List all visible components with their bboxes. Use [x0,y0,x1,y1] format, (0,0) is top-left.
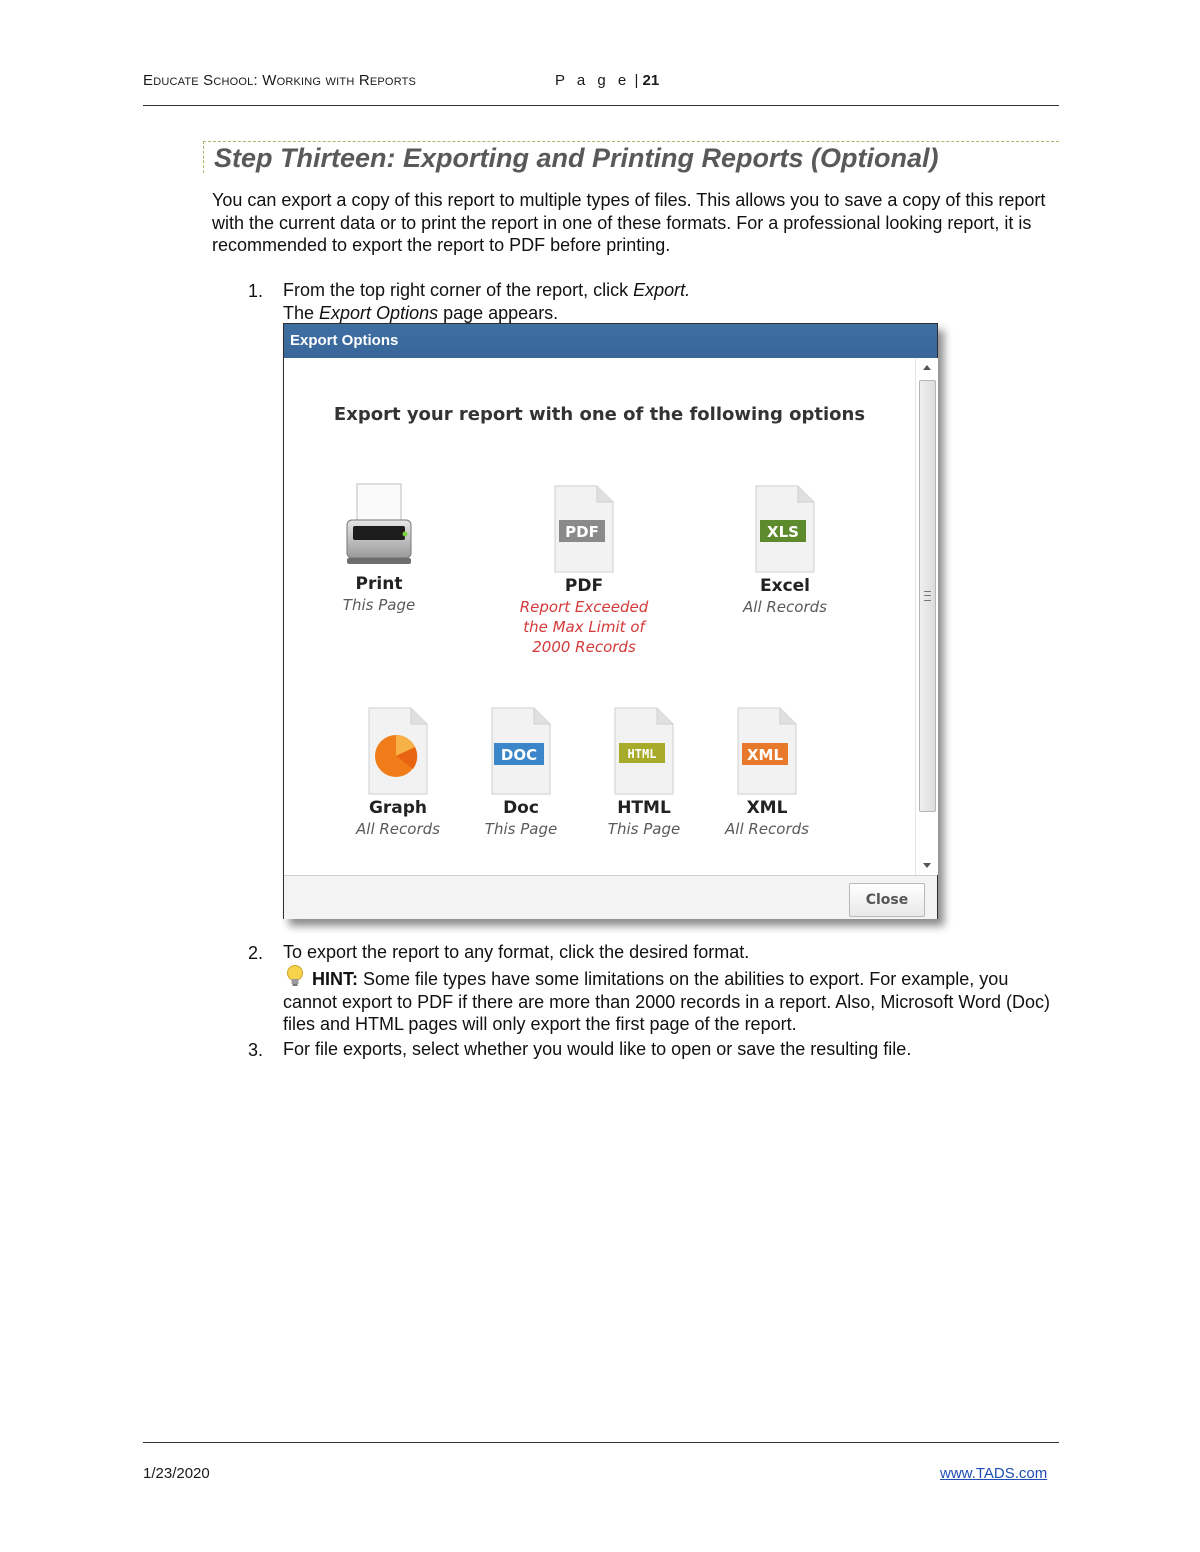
printer-icon [339,478,419,574]
option-name: HTML [617,798,671,818]
file-badge-label: XLS [767,523,799,541]
dialog-content [284,358,915,875]
scrollbar-grip-icon [924,591,931,601]
export-option-html[interactable] [574,706,714,839]
option-subtitle: All Records [725,820,809,838]
step-1-line2-a: The [283,302,320,323]
hint-paragraph [283,964,1058,1036]
pie-chart-file-icon [363,706,433,798]
footer-date: 1/23/2020 [143,1465,210,1482]
step-1-line2-c: page appears. [438,302,559,323]
page-label: P a g e [555,72,631,89]
step-2-text: To export the report to any format, click the desired format. [283,942,750,962]
page-number-label [555,72,659,89]
xls-file-icon [750,484,820,576]
option-name: PDF [564,576,604,596]
step-1-export-term: Export. [633,280,691,300]
document-header-title: Educate School: Working with Reports [143,72,417,89]
option-name: Excel [759,576,810,596]
pdf-file-icon [549,484,619,576]
html-file-icon [609,706,679,798]
option-name: Graph [368,798,428,818]
file-badge-label: HTML [627,747,657,761]
file-badge-label: DOC [500,746,538,764]
option-subtitle: This Page [342,596,416,614]
dialog-titlebar [284,324,937,358]
header-divider [143,105,1059,106]
lightbulb-icon [283,964,307,988]
export-option-pdf[interactable] [510,484,658,657]
scrollbar-thumb[interactable] [919,380,936,812]
dialog-scrollbar[interactable] [915,358,938,875]
step-3-text: For file exports, select whether you would like to open or save the resulting file. [283,1039,912,1059]
doc-file-icon [486,706,556,798]
page-number: 21 [642,72,660,89]
export-option-doc[interactable] [451,706,591,839]
step-1-text [283,279,1043,324]
file-badge-label: PDF [565,523,599,541]
intro-paragraph: You can export a copy of this report to multiple types of files. This allows you to save a copy of this report with the current data or to print the report in one of these formats. For a professional looking report, it is recommended to export the report to PDF before printing. [212,190,1046,255]
export-option-xml[interactable] [697,706,837,839]
hint-text: Some file types have some limitations on the abilities to export. For example, you cannot export to PDF if there are more than 2000 records in a report. Also, Microsoft Word (Doc) files and HTML pages will only export the first page of the report. [283,969,1051,1034]
option-subtitle-warning: Report Exceeded the Max Limit of 2000 Records [519,598,649,656]
option-subtitle: This Page [484,820,558,838]
step-2-number: 2. [248,943,264,963]
page-separator: | [634,72,639,89]
step-1-number: 1. [248,281,264,301]
scroll-up-arrow-icon[interactable] [916,358,938,378]
scroll-down-arrow-icon[interactable] [916,855,938,875]
section-border-left [203,141,204,173]
dialog-heading: Export your report with one of the following options [333,404,866,425]
step-1-export-options-term: Export Options [319,302,439,323]
footer-divider [143,1442,1059,1443]
section-title: Step Thirteen: Exporting and Printing Reports (Optional) [214,143,939,173]
hint-label: HINT: [312,969,359,989]
option-subtitle: All Records [743,598,827,616]
dialog-title: Export Options [290,332,399,349]
xml-file-icon [732,706,802,798]
file-badge-label: XML [746,746,784,764]
dialog-footer [284,875,937,919]
option-name: Doc [503,798,539,818]
footer-website-link[interactable]: www.TADS.com [940,1465,1048,1482]
section-border-top [203,141,1059,142]
option-subtitle: This Page [607,820,681,838]
step-1-text-a: From the top right corner of the report, click [283,280,634,300]
export-option-print[interactable] [309,478,449,615]
option-name: XML [746,798,788,818]
export-options-dialog [283,323,938,919]
export-option-graph[interactable] [328,706,468,839]
step-3-number: 3. [248,1040,264,1060]
export-option-excel[interactable] [715,484,855,617]
option-name: Print [355,574,403,594]
close-button[interactable]: Close [849,883,925,917]
option-subtitle: All Records [356,820,440,838]
